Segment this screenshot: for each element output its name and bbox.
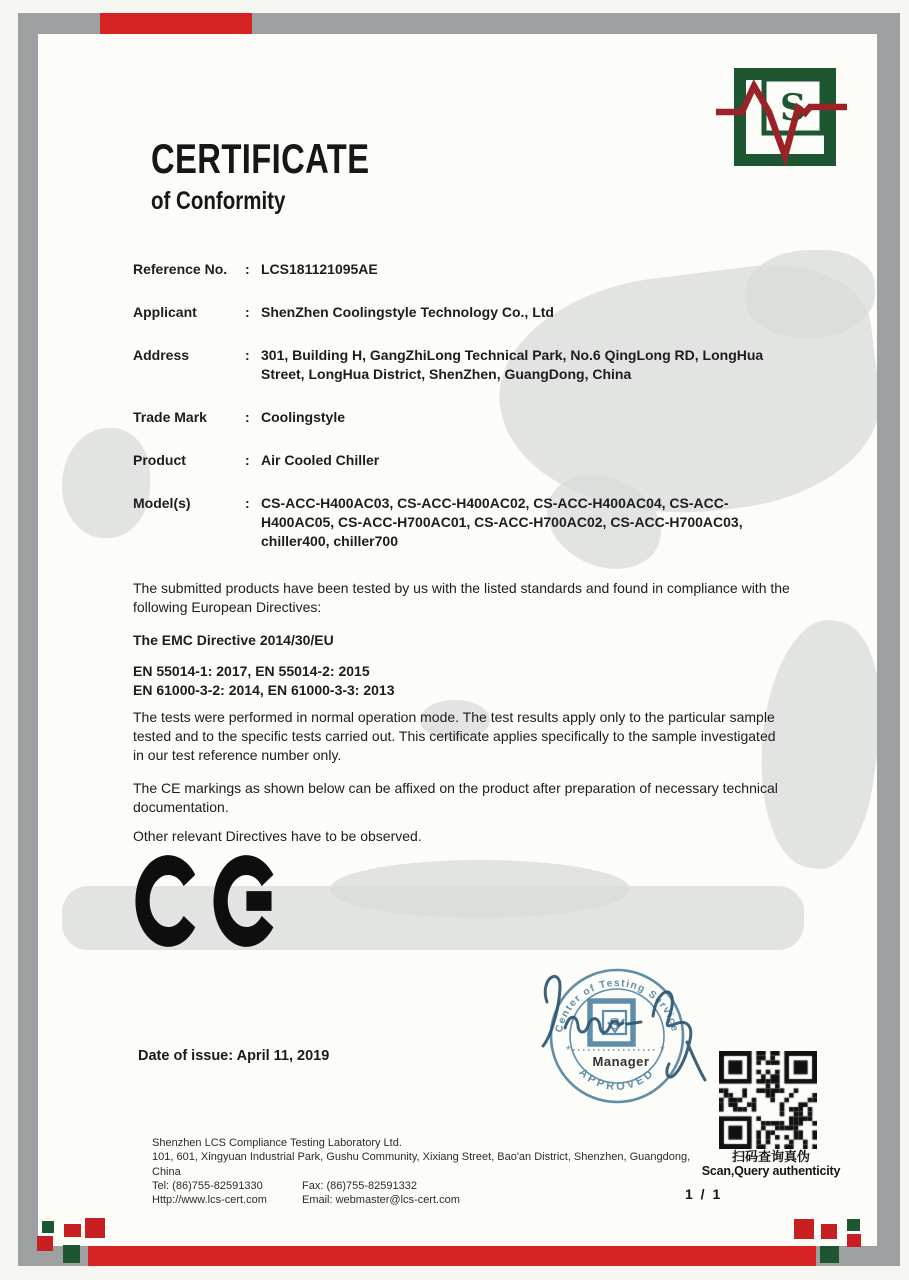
decor-square: [63, 1245, 80, 1263]
stamp-arc-top-text: Center of Testing Service: [553, 977, 681, 1034]
standards-list: [133, 662, 790, 700]
standards-line-1: EN 55014-1: 2017, EN 55014-2: 2015: [133, 663, 370, 679]
decor-square: [820, 1246, 839, 1263]
frame-left-bar: [18, 13, 38, 1266]
field-row-product: [133, 451, 790, 470]
footer-fax: Fax: (86)755-82591332: [302, 1179, 417, 1192]
field-label: Reference No.: [133, 261, 228, 277]
stamp-star-left: *: [566, 1043, 571, 1057]
date-label: Date of issue:: [138, 1048, 234, 1064]
emc-directive: The EMC Directive 2014/30/EU: [133, 632, 334, 648]
map-blob: [330, 860, 630, 918]
certificate-title: CERTIFICATE: [151, 135, 370, 182]
decor-square: [847, 1219, 860, 1231]
footer-tel-fax-row: [152, 1179, 704, 1193]
lab-footer: [152, 1136, 704, 1207]
decor-square: [37, 1236, 53, 1251]
field-value: 301, Building H, GangZhiLong Technical Park, No.6 QingLong RD, LongHua Street, LongHua District, ShenZhen, GuangDong, China: [261, 347, 764, 382]
logo-letter-s: S: [780, 87, 806, 129]
field-colon: :: [245, 304, 250, 320]
field-colon: :: [245, 409, 250, 425]
footer-company: Shenzhen LCS Compliance Testing Laboratory Ltd.: [152, 1137, 402, 1149]
field-value: ShenZhen Coolingstyle Technology Co., Ltd: [261, 304, 554, 320]
field-row-address: [133, 346, 790, 384]
decor-square: [42, 1221, 54, 1233]
footer-web: Http://www.lcs-cert.com: [152, 1194, 267, 1207]
field-colon: :: [245, 261, 250, 277]
stamp-logo-letter-s: S: [609, 1015, 620, 1033]
decor-square: [85, 1218, 105, 1238]
field-colon: :: [245, 347, 250, 363]
field-row-models: [133, 494, 790, 551]
frame-top-red-segment: [100, 13, 252, 34]
other-directives-note: Other relevant Directives have to be observed.: [133, 828, 422, 844]
ce-affix-note: The CE markings as shown below can be affixed on the product after preparation of necessary technical documentation.: [133, 780, 778, 815]
stamp-role-manager: Manager: [592, 1054, 650, 1069]
footer-address: 101, 601, Xingyuan Industrial Park, Gushu Community, Xixiang Street, Bao'an District, Shenzhen, Guangdong, China: [152, 1151, 691, 1178]
decor-square: [64, 1224, 81, 1237]
field-colon: :: [245, 495, 250, 511]
field-label: Model(s): [133, 495, 191, 511]
field-value: Air Cooled Chiller: [261, 452, 380, 468]
field-label: Address: [133, 347, 190, 363]
field-value: Coolingstyle: [261, 409, 346, 425]
stamp-arc-bottom-text: APPROVED: [576, 1066, 658, 1094]
qr-captions: [694, 1149, 848, 1179]
svg-text:APPROVED: [577, 1066, 658, 1093]
footer-tel: Tel: (86)755-82591330: [152, 1179, 263, 1192]
date-value: April 11, 2019: [236, 1048, 330, 1064]
field-value: CS-ACC-H400AC03, CS-ACC-H400AC02, CS-ACC-H400AC04, CS-ACC-H400AC05, CS-ACC-H700AC01, CS-ACC-H700AC02, CS-ACC-H700AC03, chiller400, chiller700: [261, 495, 743, 549]
field-label: Applicant: [133, 304, 197, 320]
footer-web-email-row: [152, 1193, 704, 1207]
title-block: [151, 135, 431, 215]
certificate-body: [133, 260, 790, 846]
qr-caption-en: Scan,Query authenticity: [701, 1164, 841, 1178]
compliance-intro: The submitted products have been tested by us with the listed standards and found in compliance with the following European Directives:: [133, 580, 790, 615]
standards-line-2: EN 61000-3-2: 2014, EN 61000-3-3: 2013: [133, 682, 395, 698]
frame-bottom-red-segment: [88, 1246, 816, 1266]
certificate-subtitle: of Conformity: [151, 187, 286, 215]
decor-square: [847, 1234, 861, 1247]
footer-email: Email: webmaster@lcs-cert.com: [302, 1194, 460, 1207]
approval-stamp: [527, 954, 707, 1118]
qr-caption-cn: 扫码查询真伪: [731, 1149, 810, 1164]
field-label: Trade Mark: [133, 409, 207, 425]
test-conditions-note: The tests were performed in normal operation mode. The test results apply only to the particular sample tested and to the specific tests carried out. This certificate applies specifically to the sample investigated in our test reference number only.: [133, 709, 776, 763]
date-of-issue: [138, 1048, 329, 1064]
ce-mark-icon: [131, 849, 279, 953]
stamp-star-right: *: [660, 1043, 665, 1057]
field-value: LCS181121095AE: [261, 261, 378, 277]
qr-code: [719, 1051, 817, 1149]
lcs-logo: [714, 62, 864, 174]
decor-square: [794, 1219, 814, 1239]
decor-square: [821, 1224, 837, 1239]
frame-right-bar: [877, 13, 900, 1266]
field-row-applicant: [133, 303, 790, 322]
page-number: 1 / 1: [685, 1186, 723, 1202]
field-row-trade-mark: [133, 408, 790, 427]
field-colon: :: [245, 452, 250, 468]
field-row-reference-no: [133, 260, 790, 279]
ce-letter-c: [143, 865, 190, 937]
field-label: Product: [133, 452, 186, 468]
